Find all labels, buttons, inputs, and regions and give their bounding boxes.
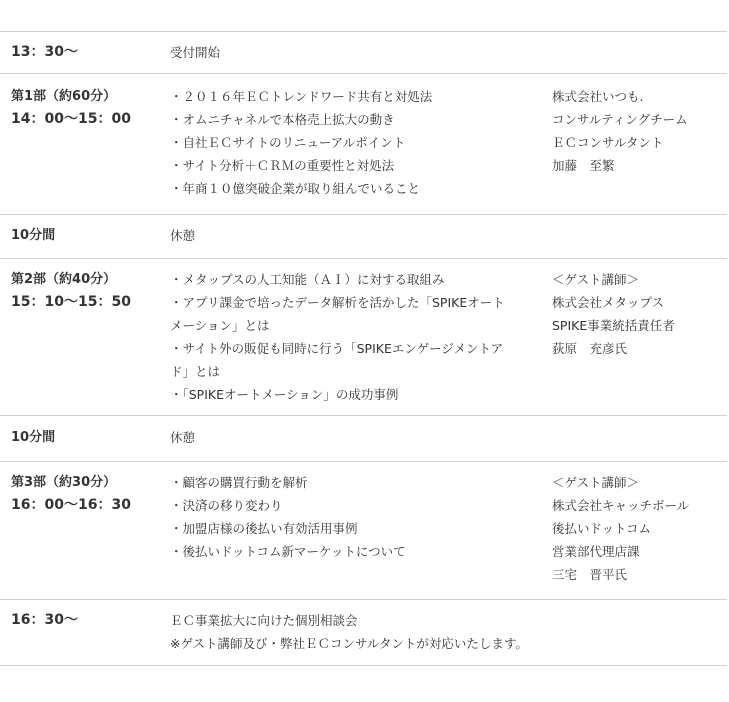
content-line: ・サイト分析＋ＣＲＭの重要性と対処法 — [170, 158, 395, 173]
schedule-row-break2 — [0, 416, 727, 462]
speaker-line: 加藤 至繁 — [552, 158, 615, 173]
content-line: 受付開始 — [170, 45, 221, 60]
content-line: 休憩 — [170, 430, 196, 445]
content-line: ・後払いドットコム新マーケットについて — [170, 544, 406, 559]
schedule-row-consultation — [0, 600, 727, 666]
speaker-line: 株式会社メタップス — [552, 295, 665, 310]
session-label: 第2部（約40分） — [11, 272, 117, 287]
content-line: ・決済の移り変わり — [170, 498, 283, 513]
time-label: 14：00〜15：00 — [11, 111, 131, 127]
row-time — [0, 41, 170, 73]
speaker-line: 三宅 晋平氏 — [552, 567, 628, 582]
row-speaker — [552, 85, 727, 214]
row-time — [0, 426, 170, 461]
content-line: ・アプリ課金で培ったデータ解析を活かした「SPIKEオート — [170, 295, 505, 310]
row-content — [170, 41, 727, 73]
session-label: 第1部（約60分） — [11, 89, 117, 104]
time-label: 13：30〜 — [11, 44, 78, 60]
content-line: ※ゲスト講師及び・弊社ＥＣコンサルタントが対応いたします。 — [170, 636, 528, 651]
time-label: 15：10〜15：50 — [11, 294, 131, 310]
content-line: ・顧客の購買行動を解析 — [170, 475, 308, 490]
row-time — [0, 609, 170, 665]
schedule-row-part2 — [0, 259, 727, 416]
time-label: 10分間 — [11, 430, 56, 445]
content-line: 休憩 — [170, 228, 196, 243]
time-label: 16：30〜 — [11, 612, 78, 628]
row-content — [170, 268, 552, 415]
row-content — [170, 609, 727, 665]
time-label: 10分間 — [11, 228, 56, 243]
schedule-row-reception — [0, 32, 727, 74]
content-line: ・自社ＥＣサイトのリニューアルポイント — [170, 135, 406, 150]
speaker-line: ＜ゲスト講師＞ — [552, 272, 640, 287]
speaker-line: ＥＣコンサルタント — [552, 135, 664, 150]
schedule-row-part1 — [0, 74, 727, 215]
speaker-line: 株式会社いつも. — [552, 89, 644, 104]
speaker-line: 株式会社キャッチボール — [552, 498, 690, 513]
speaker-line: 営業部代理店課 — [552, 544, 640, 559]
session-label: 第3部（約30分） — [11, 475, 117, 490]
content-line: ・年商１０億突破企業が取り組んでいること — [170, 181, 421, 196]
content-line: ・メタップスの人工知能（ＡＩ）に対する取組み — [170, 272, 445, 287]
content-line: ・２０１６年ＥＣトレンドワード共有と対処法 — [170, 89, 433, 104]
content-line: ＥＣ事業拡大に向けた個別相談会 — [170, 613, 358, 628]
schedule-row-break1 — [0, 215, 727, 259]
schedule-row-part3 — [0, 462, 727, 600]
row-time — [0, 268, 170, 415]
row-speaker — [552, 268, 727, 415]
row-content — [170, 85, 552, 214]
content-line: ・「SPIKEオートメーション」の成功事例 — [170, 387, 399, 402]
content-line: メーション」とは — [170, 318, 270, 333]
content-line: ・オムニチャネルで本格売上拡大の動き — [170, 112, 395, 127]
row-time — [0, 224, 170, 258]
content-line: ド」とは — [170, 364, 221, 379]
content-line: ・サイト外の販促も同時に行う「SPIKEエンゲージメントア — [170, 341, 504, 356]
speaker-line: ＜ゲスト講師＞ — [552, 475, 640, 490]
speaker-line: 後払いドットコム — [552, 521, 652, 536]
row-speaker — [552, 471, 727, 599]
speaker-line: コンサルティングチーム — [552, 112, 688, 127]
row-content — [170, 224, 727, 258]
row-content — [170, 426, 727, 461]
row-content — [170, 471, 552, 599]
content-line: ・加盟店様の後払い有効活用事例 — [170, 521, 358, 536]
row-time — [0, 471, 170, 599]
time-label: 16：00〜16：30 — [11, 497, 131, 513]
speaker-line: 荻原 充彦氏 — [552, 341, 628, 356]
row-time — [0, 85, 170, 214]
schedule-table — [0, 31, 727, 666]
speaker-line: SPIKE事業統括責任者 — [552, 318, 675, 333]
